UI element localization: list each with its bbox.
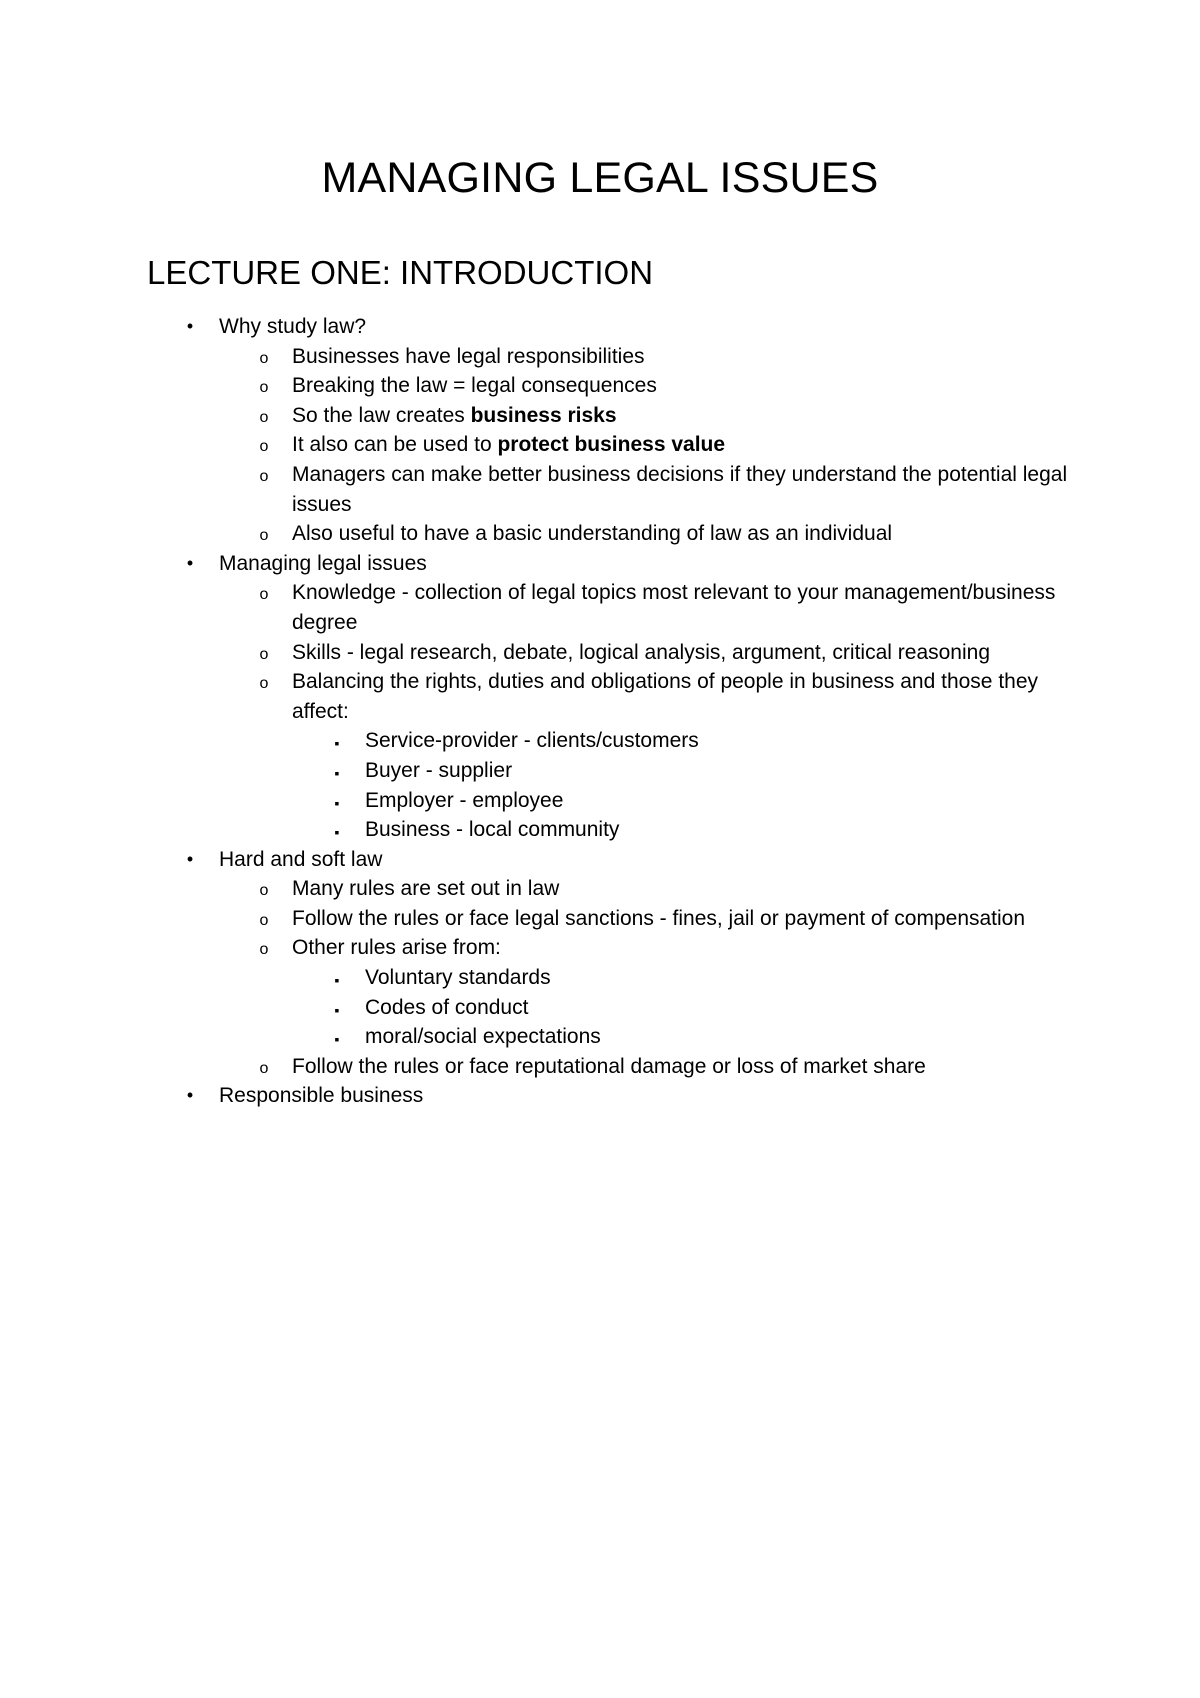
- square-bullet-icon: ▪: [334, 972, 340, 989]
- list-item: [0, 904, 1072, 934]
- section-label: Managing legal issues: [219, 551, 427, 575]
- subitem-text: Service-provider - clients/customers: [365, 729, 699, 753]
- square-bullet-icon: ▪: [334, 794, 340, 811]
- circle-bullet-icon: o: [259, 586, 269, 604]
- item-text: It also can be used to: [292, 433, 498, 457]
- item-text: Follow the rules or face reputational damage or loss of market share: [292, 1054, 926, 1078]
- circle-bullet-icon: o: [259, 1059, 269, 1077]
- bullet-icon: •: [186, 1085, 194, 1106]
- item-text: Managers can make better business decisions if they understand the potential legal issues: [292, 462, 1068, 516]
- item-text: Other rules arise from:: [292, 936, 501, 960]
- list-item: [0, 312, 1200, 342]
- subitem-text: Voluntary standards: [365, 966, 551, 990]
- circle-bullet-icon: o: [259, 438, 269, 456]
- subitem-text: Employer - employee: [365, 788, 564, 812]
- item-text: Balancing the rights, duties and obligations of people in business and those they affect:: [292, 670, 1039, 723]
- list-item: [0, 1081, 1200, 1111]
- list-item: [0, 726, 1200, 756]
- square-bullet-icon: ▪: [334, 1001, 340, 1018]
- square-bullet-icon: ▪: [334, 824, 340, 841]
- circle-bullet-icon: o: [259, 408, 269, 426]
- list-item: [0, 638, 1072, 668]
- circle-bullet-icon: o: [259, 645, 269, 663]
- list-item: [0, 401, 1072, 431]
- list-item: [0, 933, 1072, 963]
- item-text: Skills - legal research, debate, logical analysis, argument, critical reasoning: [292, 640, 991, 664]
- item-text: Follow the rules or face legal sanctions - fines, jail or payment of compensation: [292, 906, 1026, 930]
- square-bullet-icon: ▪: [334, 764, 340, 781]
- circle-bullet-icon: o: [259, 911, 269, 929]
- list-item: [0, 786, 1200, 816]
- item-text: Breaking the law = legal consequences: [292, 374, 657, 398]
- list-item: [0, 845, 1200, 875]
- list-item: [0, 1022, 1200, 1052]
- list-item: [0, 578, 1072, 637]
- list-item: [0, 667, 1072, 726]
- square-bullet-icon: ▪: [334, 1031, 340, 1048]
- list-item: [0, 963, 1200, 993]
- list-item: [0, 874, 1072, 904]
- item-text: Businesses have legal responsibilities: [292, 344, 645, 368]
- subitem-text: Codes of conduct: [365, 995, 529, 1019]
- circle-bullet-icon: o: [259, 349, 269, 367]
- bullet-icon: •: [186, 316, 194, 336]
- list-item: [0, 993, 1200, 1023]
- item-text: Many rules are set out in law: [292, 877, 560, 901]
- list-item: [0, 519, 1072, 549]
- bullet-icon: •: [186, 848, 194, 869]
- item-bold-text: business risks: [470, 403, 617, 427]
- section-label: Hard and soft law: [219, 847, 383, 871]
- list-item: [0, 460, 1072, 519]
- lecture-outline: [0, 312, 1200, 1111]
- item-text: So the law creates: [292, 403, 471, 427]
- list-item: [0, 371, 1072, 401]
- subitem-text: moral/social expectations: [365, 1025, 601, 1049]
- subitem-text: Buyer - supplier: [365, 758, 513, 782]
- list-item: [0, 1052, 1072, 1082]
- circle-bullet-icon: o: [259, 379, 269, 397]
- item-text: Knowledge - collection of legal topics most relevant to your management/business degree: [292, 581, 1056, 634]
- lecture-heading: LECTURE ONE: INTRODUCTION: [147, 254, 654, 291]
- list-item: [0, 430, 1072, 460]
- list-item: [0, 342, 1072, 372]
- section-label: Why study law?: [219, 315, 367, 338]
- subitem-text: Business - local community: [365, 818, 620, 842]
- square-bullet-icon: ▪: [334, 735, 340, 752]
- list-item: [0, 815, 1200, 845]
- item-bold-text: protect business value: [497, 433, 726, 457]
- item-text: Also useful to have a basic understanding of law as an individual: [292, 522, 893, 546]
- list-item: [0, 549, 1200, 579]
- circle-bullet-icon: o: [259, 882, 269, 900]
- circle-bullet-icon: o: [259, 527, 269, 545]
- document-title: MANAGING LEGAL ISSUES: [321, 154, 879, 202]
- circle-bullet-icon: o: [259, 675, 269, 693]
- circle-bullet-icon: o: [259, 941, 269, 959]
- list-item: [0, 756, 1200, 786]
- circle-bullet-icon: o: [259, 467, 269, 485]
- section-label: Responsible business: [219, 1084, 424, 1108]
- bullet-icon: •: [186, 552, 194, 573]
